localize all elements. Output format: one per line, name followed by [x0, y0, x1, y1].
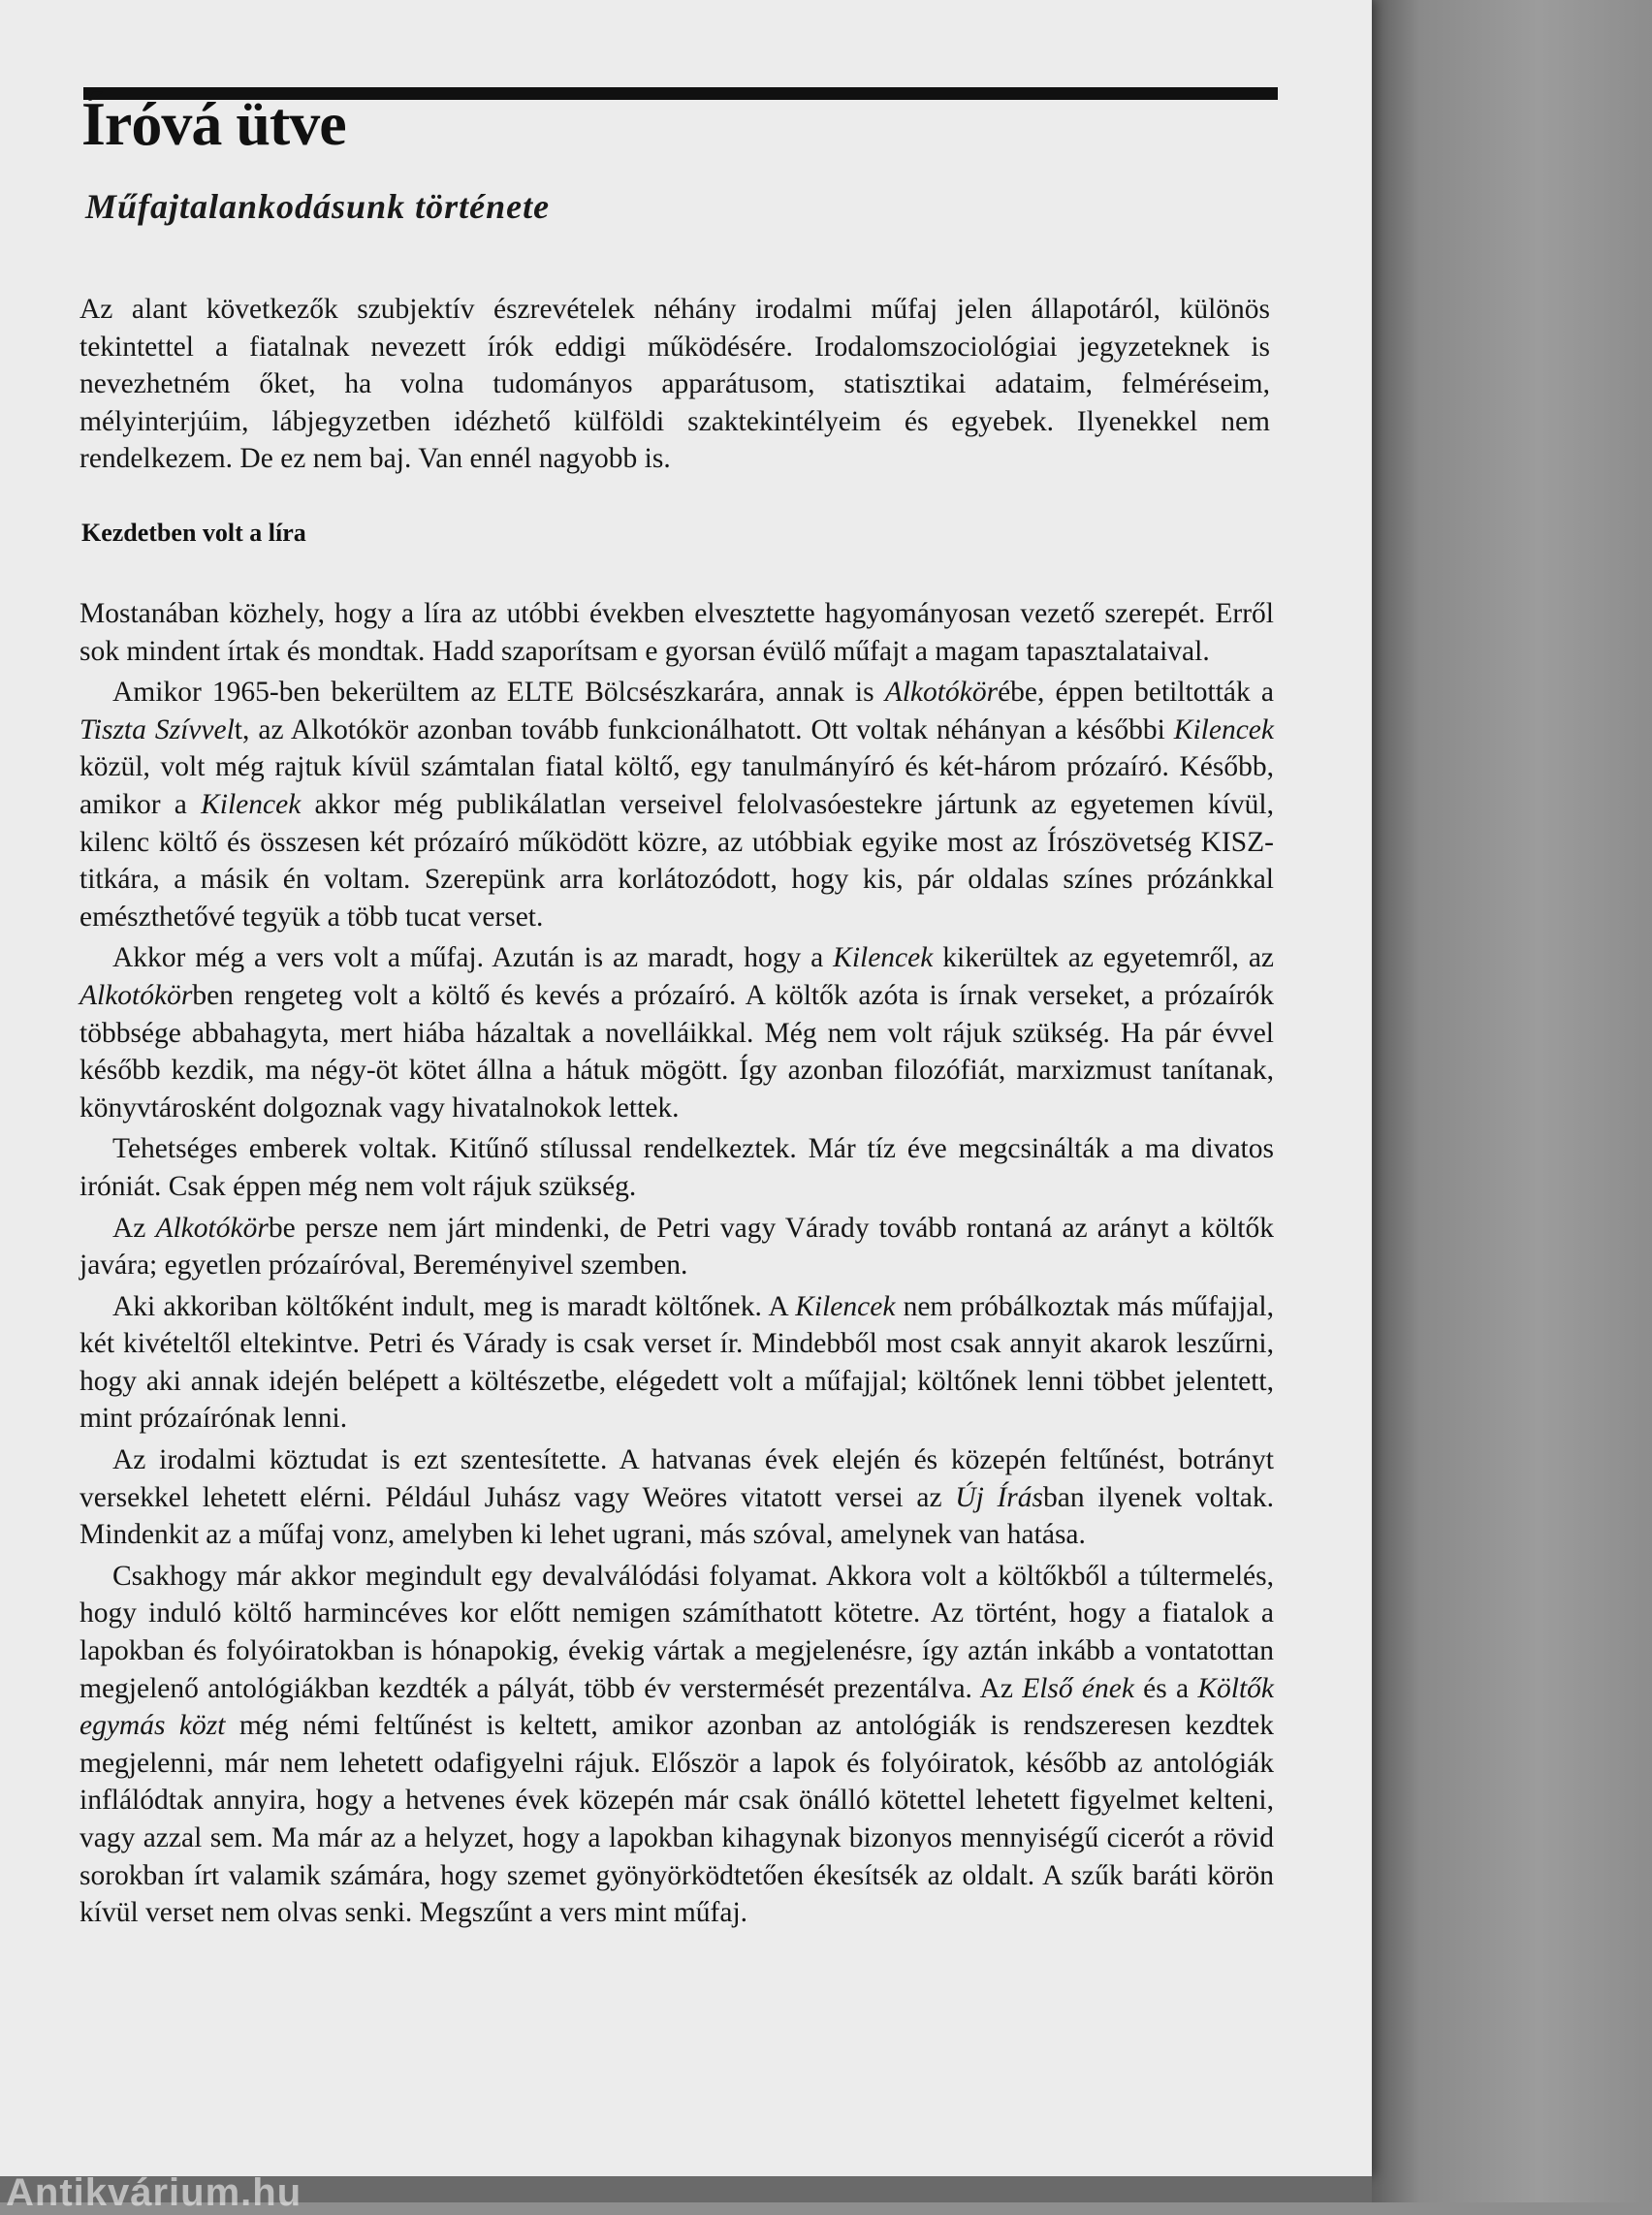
italic-title-run: Alkotókör: [884, 677, 999, 709]
text-run: és a: [1133, 1672, 1198, 1704]
text-run: kikerültek az egyetemről, az: [933, 942, 1275, 974]
italic-title-run: Első ének: [1022, 1672, 1134, 1704]
italic-title-run: Tiszta Szívvel: [79, 713, 235, 745]
italic-title-run: Költők egymás közt: [79, 1672, 1275, 1742]
italic-title-run: Új Írás: [955, 1481, 1044, 1513]
text-run: ébe, éppen betiltották a: [998, 677, 1274, 709]
body-paragraph: [79, 1288, 1274, 1438]
text-run: be persze nem járt mindenki, de Petri vagy Várady tovább rontaná az arányt a költők javára; egyetlen prózaíróval, Bereményivel szemben.: [79, 1212, 1274, 1282]
body-paragraph: [79, 939, 1274, 1126]
watermark: Antikvárium.hu: [6, 2171, 302, 2214]
italic-title-run: Alkotókör: [79, 979, 193, 1011]
text-run: akkor még publikálatlan verseivel felolvasóestekre jártunk az egyetemen kívül, kilenc költő és összesen két prózaíró működött közre, az utóbbiak egyike most az Írószövetség KISZ-titkára, a másik én voltam. Szerepünk arra korlátozódott, hogy kis, pár oldalas színes prózánkkal emészthetővé tegyük a több tucat verset.: [79, 788, 1274, 933]
body-paragraph: [79, 1130, 1274, 1205]
page-subtitle: Műfajtalankodásunk története: [85, 187, 551, 226]
intro-text: Az alant következők szubjektív észrevételek néhány irodalmi műfaj jelen állapotáról, különös tekintettel a fiatalnak nevezett írók eddigi működésére. Irodalomszociológiai jegyzeteknek is nevezhetném őket, ha volna tudományos apparátusom, statisztikai adataim, felméréseim, mélyinterjúim, lábjegyzetben idézhető külföldi szaktekintélyeim és egyebek. Ilyenekkel nem rendelkezem. De ez nem baj. Van ennél nagyobb is.: [79, 294, 1270, 475]
intro-paragraph: [79, 291, 1270, 478]
page-title: Íróvá ütve: [81, 89, 346, 158]
italic-title-run: Kilencek: [795, 1290, 896, 1322]
text-run: nem próbálkoztak más műfajjal, két kivételtől eltekintve. Petri és Várady is csak verset ír. Mindebből most csak annyit akarok leszűrni, hogy aki annak idején belépett a költészetbe, elégedett volt a műfajjal; költőnek lenni többet jelentett, mint prózaírónak lenni.: [79, 1290, 1274, 1435]
text-run: Az irodalmi köztudat is ezt szentesítette. A hatvanas évek elején és közepén feltűnést, botrányt versekkel lehetett elérni. Például Juhász vagy Weöres vitatott versei az: [79, 1444, 1274, 1513]
text-run: Csakhogy már akkor megindult egy devalválódási folyamat. Akkora volt a költőkből a túltermelés, hogy induló költő harmincéves kor előtt nemigen számíthatott kötetre. Az történt, hogy a fiatalok a lapokban és folyóiratokban is hónapokig, évekig vártak a megjelenésre, így aztán inkább a vontatottan megjelenő antológiákban kezdték a pályát, több év verstermését prezentálva. Az: [79, 1560, 1274, 1704]
body-paragraph: [79, 595, 1274, 670]
section-heading: Kezdetben volt a líra: [81, 519, 306, 547]
background-surface: [1369, 0, 1652, 2202]
body-paragraph: [79, 1441, 1274, 1554]
text-run: ban ilyenek voltak. Mindenkit az a műfaj vonz, amelyben ki lehet ugrani, más szóval, amelynek van hatása.: [79, 1481, 1274, 1551]
body-paragraph: [79, 1210, 1274, 1284]
italic-title-run: Kilencek: [1173, 713, 1274, 745]
italic-title-run: Kilencek: [201, 788, 302, 820]
text-run: Mostanában közhely, hogy a líra az utóbbi években elvesztette hagyományosan vezető szerepét. Erről sok mindent írtak és mondtak. Hadd szaporítsam e gyorsan évülő műfajt a magam tapasztalataival.: [79, 598, 1274, 667]
text-run: még némi feltűnést is keltett, amikor azonban az antológiák is rendszeresen kezdtek megjelenni, már nem lehetett odafigyelni rájuk. Először a lapok és folyóiratok, később az antológiák inflálódtak annyira, hogy a hetvenes évek közepén már csak önálló kötettel lehetett figyelmet kelteni, vagy azzal sem. Ma már az a helyzet, hogy a lapokban kihagynak bizonyos mennyiségű cicerót a rövid sorokban írt valamik számára, hogy szemet gyönyörködtetően ékesítsék az oldalt. A szűk baráti körön kívül verset nem olvas senki. Megszűnt a vers mint műfaj.: [79, 1710, 1274, 1929]
body-paragraph: [79, 674, 1274, 935]
text-run: közül, volt még rajtuk kívül számtalan fiatal költő, egy tanulmányíró és két-három prózaíró. Később, amikor a: [79, 751, 1274, 820]
text-run: ben rengeteg volt a költő és kevés a prózaíró. A költők azóta is írnak verseket, a prózaírók többsége abbahagyta, mert hiába házaltak a novelláikkal. Még nem volt rájuk szükség. Ha pár évvel később kezdik, ma négy-öt kötet állna a hátuk mögött. Így azonban filozófiát, marxizmust tanítanak, könyvtárosként dolgoznak vagy hivatalnokok lettek.: [79, 979, 1274, 1123]
italic-title-run: Kilencek: [833, 942, 934, 974]
italic-title-run: Alkotókör: [155, 1212, 269, 1244]
text-run: Az: [112, 1212, 156, 1244]
body-text: [79, 595, 1274, 1932]
text-run: Akkor még a vers volt a műfaj. Azután is az maradt, hogy a: [112, 942, 834, 974]
text-run: Amikor 1965-ben bekerültem az ELTE Bölcsészkarára, annak is: [112, 677, 885, 709]
body-paragraph: [79, 1558, 1274, 1932]
text-run: t, az Alkotókör azonban tovább funkcionálhatott. Ott voltak néhányan a későbbi: [234, 713, 1174, 745]
text-run: Aki akkoriban költőként indult, meg is maradt költőnek. A: [112, 1290, 796, 1322]
text-run: Tehetséges emberek voltak. Kitűnő stílussal rendelkeztek. Már tíz éve megcsinálták a ma divatos iróniát. Csak éppen még nem volt rájuk szükség.: [79, 1133, 1274, 1202]
